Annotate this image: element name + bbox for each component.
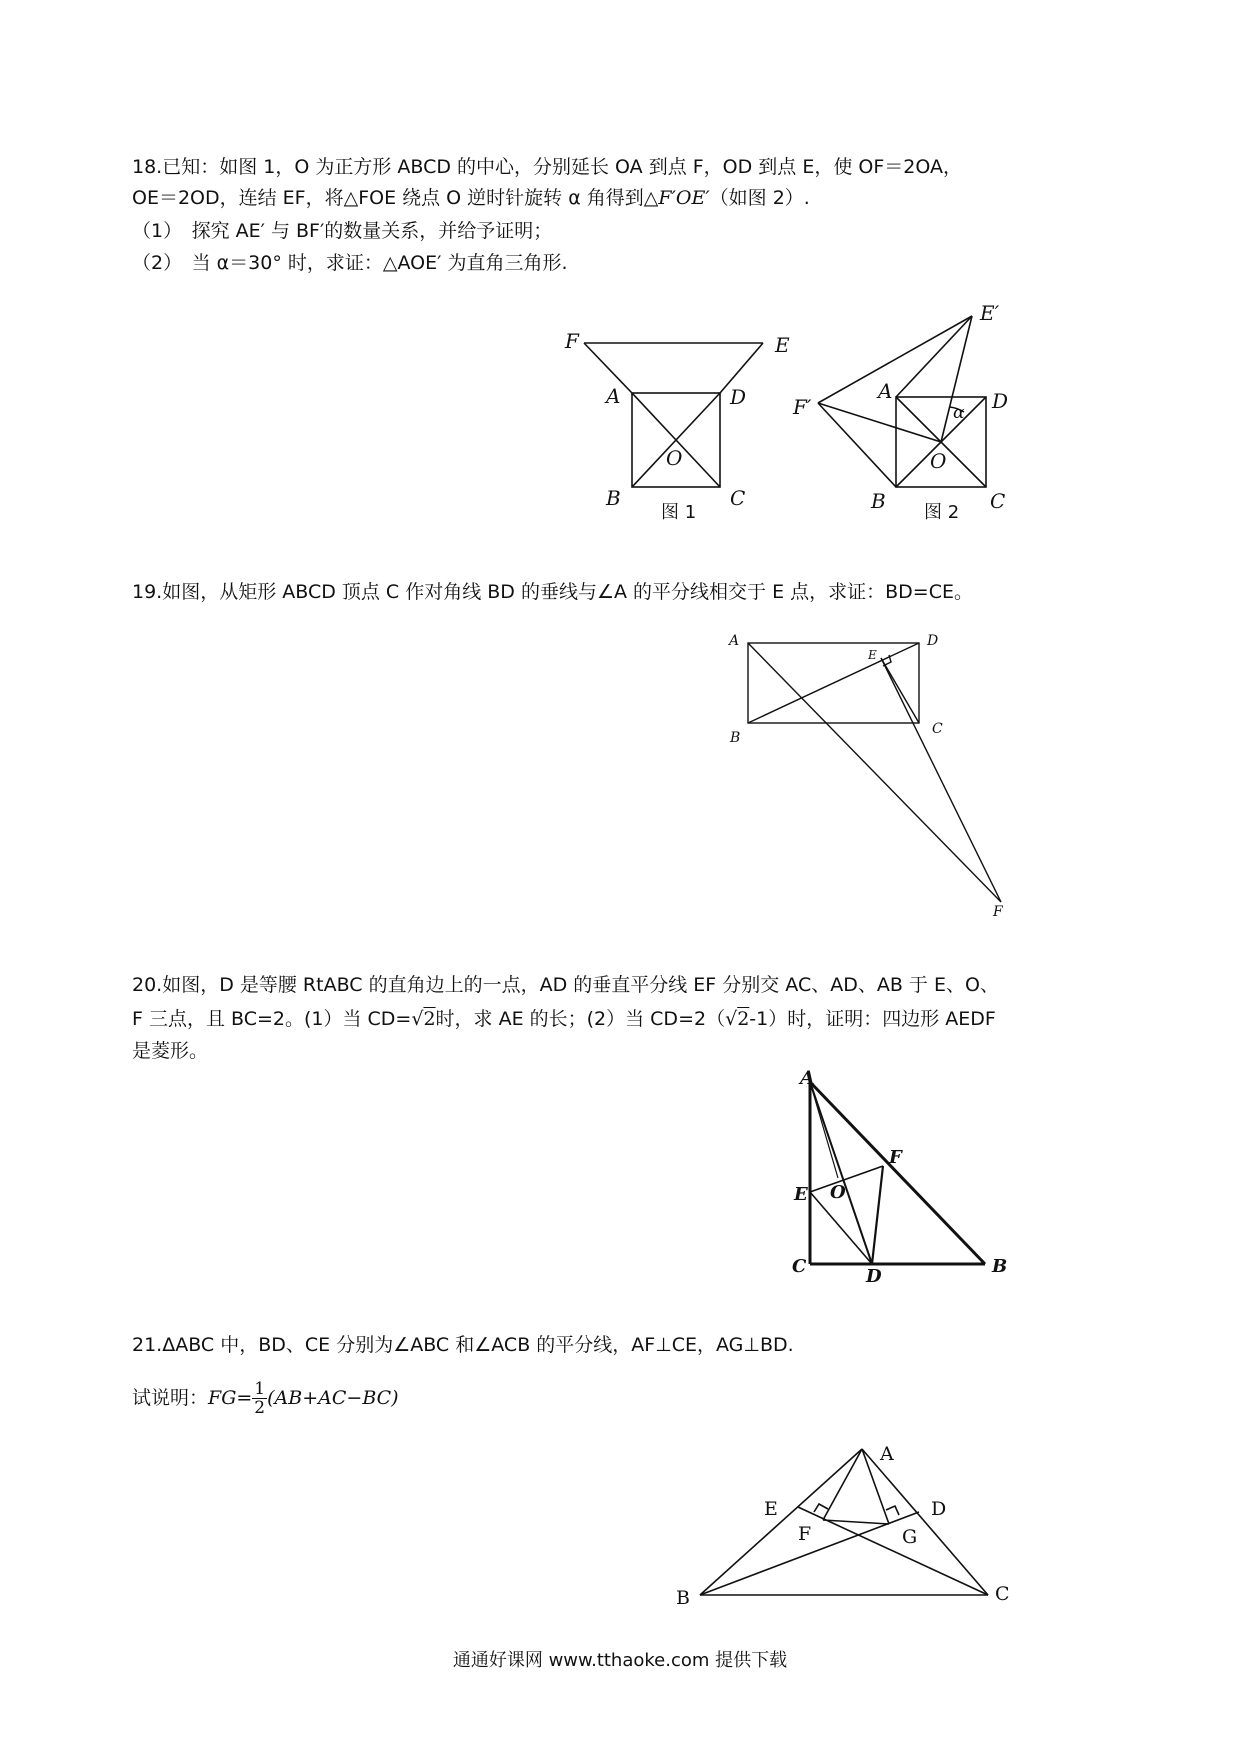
q19-text: 19.如图，从矩形 ABCD 顶点 C 作对角线 BD 的垂线与∠A 的平分线相交于 E 点，求证：BD=CE。 [132,581,973,603]
q19-label-F: F [993,904,1003,920]
fig2-label-C: C [990,489,1006,513]
q20-label-B: B [992,1256,1008,1277]
q21-formula-rhs: (AB+AC−BC) [267,1387,399,1409]
q20-sqrt-1-value: 2 [423,1008,436,1030]
q20-line2-c: -1）时，证明：四边形 AEDF [749,1008,996,1030]
q21-label-D: D [931,1498,947,1520]
fig2-label-F-prime: F′ [793,395,812,419]
q19-label-D: D [927,633,939,649]
q20-sqrt-2: √2 [725,1008,750,1030]
q21-frac-denominator: 2 [254,1398,266,1418]
q19-label-A: A [729,633,740,649]
fig2-caption: 图 2 [924,502,960,523]
q21-line1: 21.ΔABC 中，BD、CE 分别为∠ABC 和∠ACB 的平分线，AF⊥CE，AG⊥BD. [132,1334,794,1356]
q20-label-D: D [866,1266,882,1287]
fig1-label-F: F [565,329,579,353]
q20-line2-b: 时，求 AE 的长；(2）当 CD=2（ [435,1008,726,1030]
q21-label-C: C [995,1583,1010,1605]
q21-right-angle-G [886,1506,899,1515]
fig2-label-A: A [878,379,893,403]
q21-right-angle-F [814,1504,828,1512]
q20-sqrt-1: √2 [411,1008,436,1030]
q20-label-C: C [792,1256,807,1277]
fig1-label-B: B [606,486,621,510]
q21-label-G: G [902,1526,918,1548]
q21-label-B: B [676,1587,690,1609]
q20-sqrt-2-value: 2 [737,1008,750,1030]
q18-math-triangle: F′OE′ [658,187,710,209]
fig2-label-D: D [992,389,1009,413]
q21-label-F: F [798,1523,812,1545]
q20-label-E: E [794,1184,808,1205]
q20-label-O: O [830,1182,846,1203]
q21-side-BA [700,1449,862,1595]
q21-formula-lhs: FG= [208,1387,253,1409]
q21-frac-numerator: 1 [254,1379,266,1399]
q21-side-AC [862,1449,988,1595]
q19-label-E: E [868,648,877,662]
fig1-label-C: C [730,486,746,510]
fig2-label-B: B [871,489,886,513]
q20-line3: 是菱形。 [132,1040,209,1062]
q18-part2: （2） 当 α＝30° 时，求证：△AOE′ 为直角三角形. [132,252,568,274]
fig2-label-E-prime: E′ [980,301,1000,325]
q19-label-B: B [730,730,741,746]
q20-label-F: F [889,1147,902,1168]
fig1-label-O: O [666,446,683,470]
page-footer: 通通好课网 www.tthaoke.com 提供下载 [452,1650,788,1671]
fig1-label-D: D [730,385,747,409]
q19-label-C: C [932,721,943,737]
q21-line-AF [823,1449,862,1520]
q20-label-A: A [800,1067,815,1089]
fig2-label-O: O [930,449,947,473]
q21-label-A: A [880,1443,894,1465]
q20-line1: 20.如图，D 是等腰 RtABC 的直角边上的一点，AD 的垂直平分线 EF 分别交 AC、AD、AB 于 E、O、 [132,974,999,996]
fig1-caption: 图 1 [661,502,697,523]
fig1-label-A: A [606,384,621,408]
fig1-label-E: E [775,333,790,357]
q20-line2-a: F 三点，且 BC=2。(1）当 CD= [132,1008,412,1030]
q18-line2-text: OE＝2OD，连结 EF，将△FOE 绕点 O 逆时针旋转 α 角得到△ [132,187,659,209]
q18-line1: 18.已知：如图 1，O 为正方形 ABCD 的中心，分别延长 OA 到点 F，OD 到点 E，使 OF＝2OA， [132,156,962,178]
q21-line2-label: 试说明： [132,1387,209,1409]
q18-line2-tail: （如图 2）. [709,187,810,209]
fig2-label-alpha: α [953,403,965,423]
q21-label-E: E [764,1498,778,1520]
q18-part1: （1） 探究 AE′ 与 BF′的数量关系，并给予证明； [132,220,553,242]
